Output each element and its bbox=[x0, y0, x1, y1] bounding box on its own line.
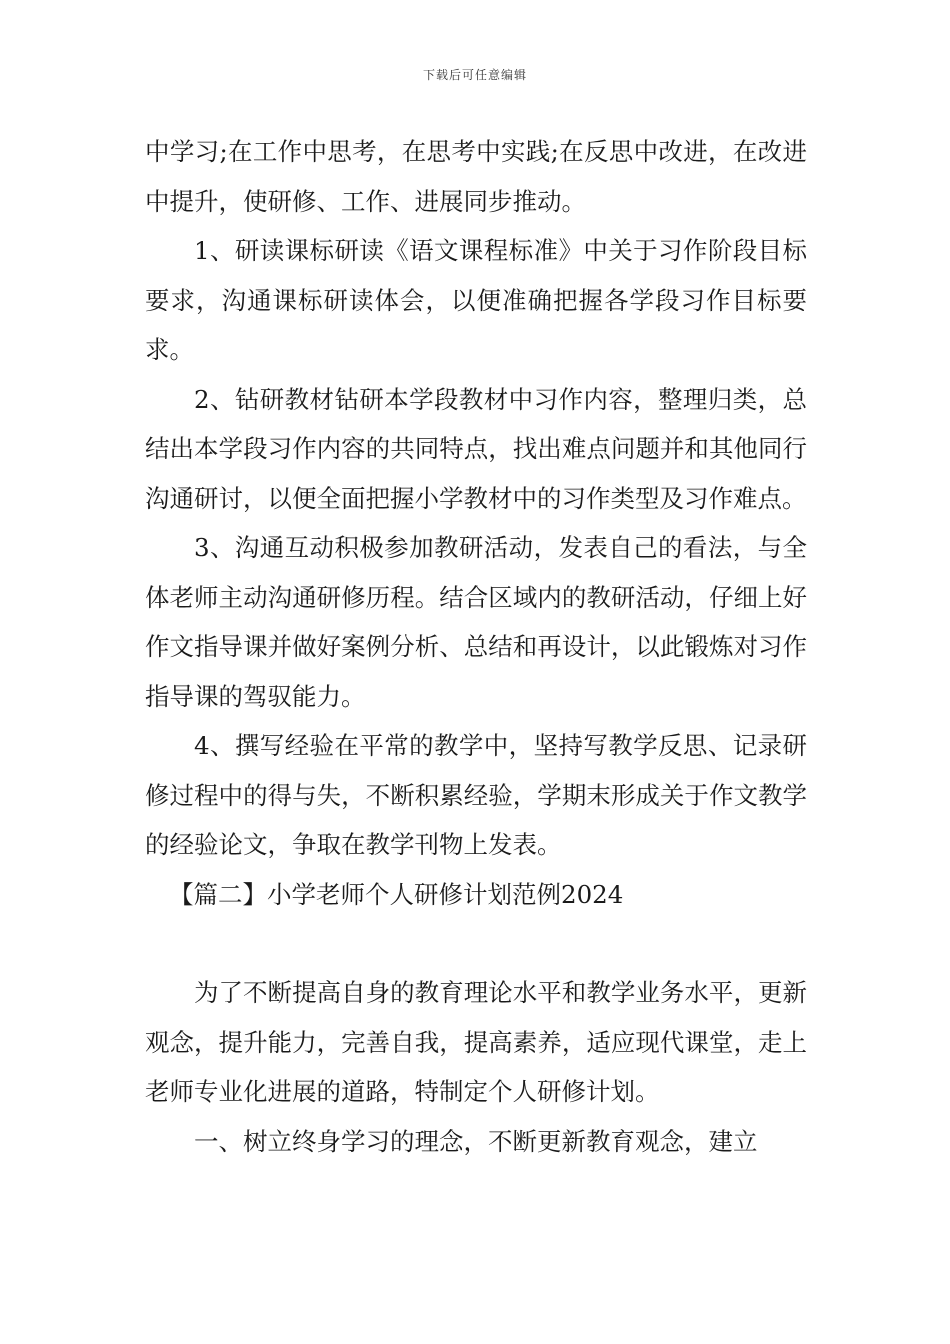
section-spacer bbox=[145, 919, 807, 968]
paragraph-point-1: 一、树立终身学习的理念，不断更新教育观念，建立 bbox=[194, 1126, 758, 1156]
paragraph-item-3: 3、沟通互动积极参加教研活动，发表自己的看法，与全体老师主动沟通研修历程。结合区域内的教研活动，仔细上好作文指导课并做好案例分析、总结和再设计，以此锻炼对习作指导课的驾驭能力。 bbox=[145, 533, 807, 711]
paragraph-continuation: 中学习;在工作中思考，在思考中实践;在反思中改进，在改进中提升，使研修、工作、进展同步推动。 bbox=[145, 137, 807, 216]
section-heading: 【篇二】小学老师个人研修计划范例2024 bbox=[169, 879, 624, 909]
paragraph-item-1: 1、研读课标研读《语文课程标准》中关于习作阶段目标要求，沟通课标研读体会，以便准确把握各学段习作目标要求。 bbox=[145, 236, 807, 364]
document-body bbox=[145, 127, 807, 1166]
paragraph-intro: 为了不断提高自身的教育理论水平和教学业务水平，更新观念，提升能力，完善自我，提高素养，适应现代课堂，走上老师专业化进展的道路，特制定个人研修计划。 bbox=[145, 978, 807, 1106]
paragraph-item-4: 4、撰写经验在平常的教学中，坚持写教学反思、记录研修过程中的得与失，不断积累经验，学期末形成关于作文教学的经验论文，争取在教学刊物上发表。 bbox=[145, 731, 807, 859]
paragraph-item-2: 2、钻研教材钻研本学段教材中习作内容，整理归类，总结出本学段习作内容的共同特点，找出难点问题并和其他同行沟通研讨，以便全面把握小学教材中的习作类型及习作难点。 bbox=[145, 384, 807, 513]
page-header-note: 下载后可任意编辑 bbox=[422, 68, 527, 82]
